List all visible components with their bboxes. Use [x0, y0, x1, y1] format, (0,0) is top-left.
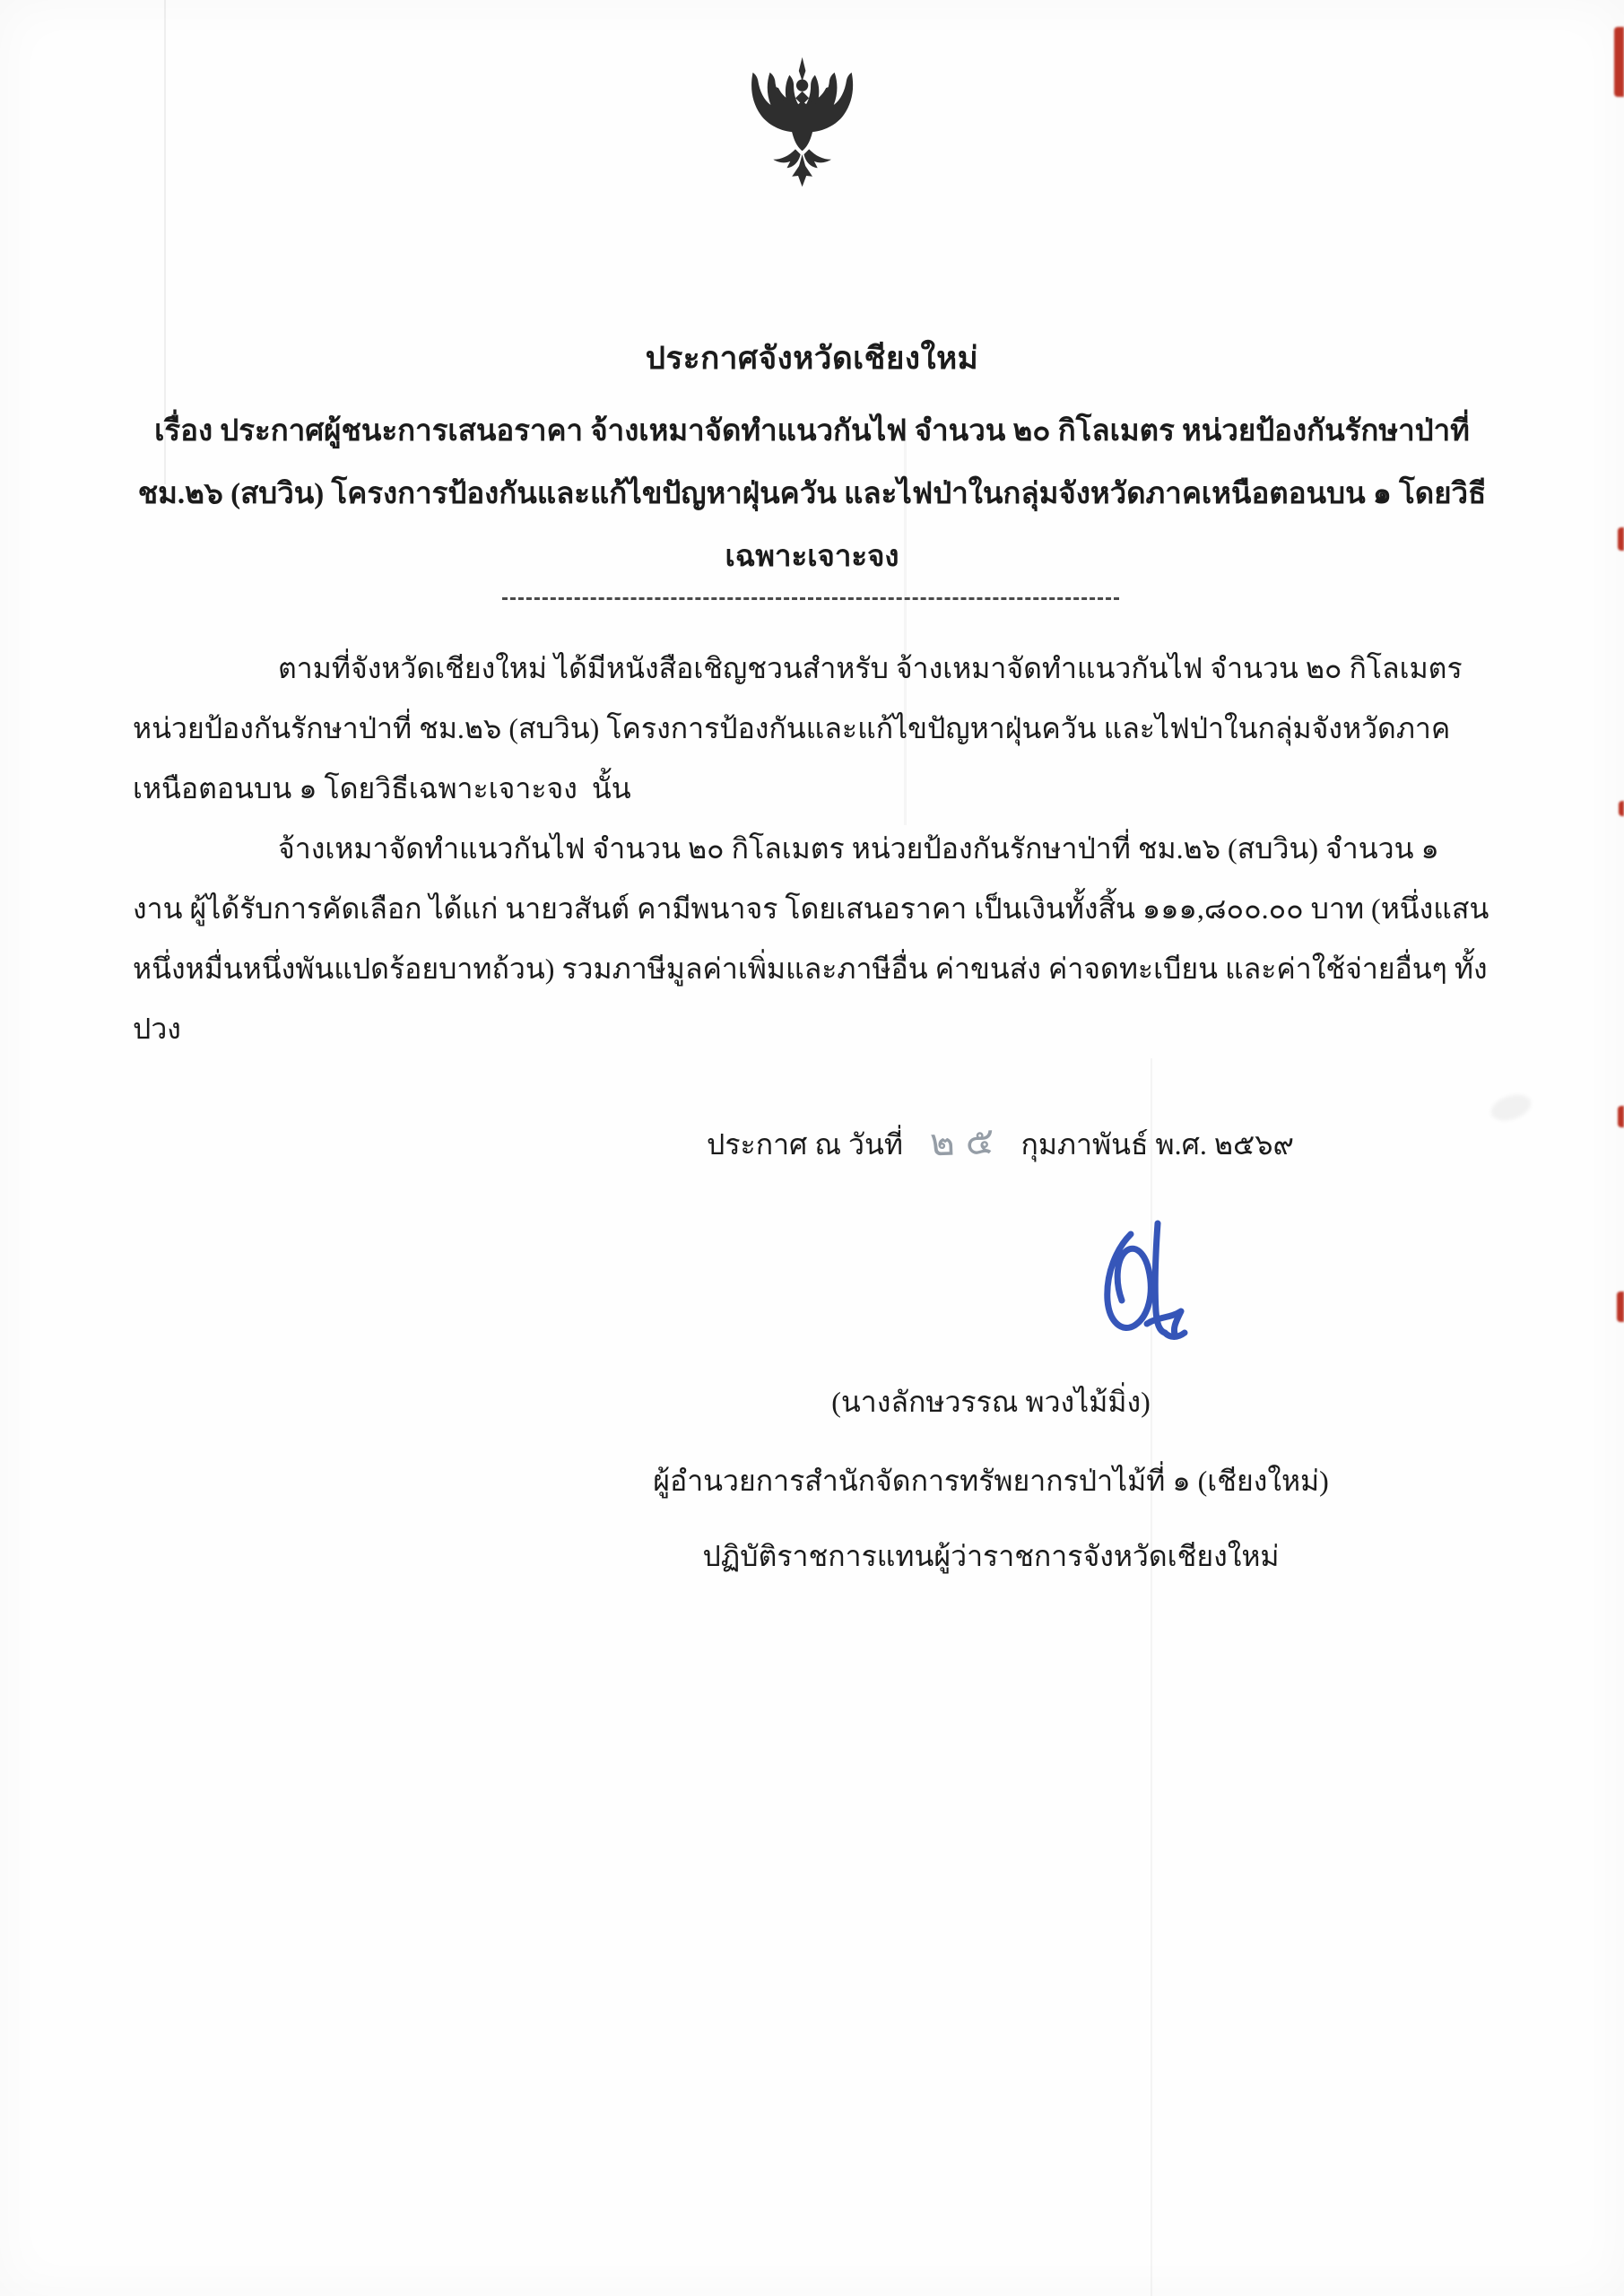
subject-block — [81, 400, 1543, 588]
date-suffix: กุมภาพันธ์ พ.ศ. ๒๕๖๙ — [1020, 1128, 1294, 1161]
subject-line: เรื่อง ประกาศผู้ชนะการเสนอราคา จ้างเหมาจัดทำแนวกันไฟ จำนวน ๒๐ กิโลเมตร หน่วยป้องกันรักษาป่าที่ — [154, 415, 1470, 448]
scan-smudge — [1488, 1091, 1534, 1126]
subject-line: เฉพาะเจาะจง — [725, 541, 899, 573]
red-edge-mark — [1618, 527, 1624, 551]
red-edge-mark — [1619, 801, 1624, 816]
announcement-date-line — [707, 1119, 1294, 1168]
dashed-divider — [502, 597, 1119, 600]
red-edge-mark — [1617, 1292, 1624, 1322]
body-paragraph: ตามที่จังหวัดเชียงใหม่ ได้มีหนังสือเชิญชวนสำหรับ จ้างเหมาจัดทำแนวกันไฟ จำนวน ๒๐ กิโลเมตร หน่วยป้องกันรักษาป่าที่ ชม.๒๖ (สบวิน) โครงการป้องกันและแก้ไขปัญหาฝุ่นควัน และไฟป่าในกลุ่มจังหวัดภาคเหนือตอนบน ๑ โดยวิธีเฉพาะเจาะจง นั้น — [133, 652, 1470, 804]
signer-name: (นางลักษวรรณ พวงไม้มิ่ง) — [831, 1386, 1151, 1418]
subject-line: ชม.๒๖ (สบวิน) โครงการป้องกันและแก้ไขปัญหาฝุ่นควัน และไฟป่าในกลุ่มจังหวัดภาคเหนือตอนบน ๑ โดยวิธี — [137, 478, 1487, 510]
date-prefix: ประกาศ ณ วันที่ — [707, 1128, 903, 1161]
document-title: ประกาศจังหวัดเชียงใหม่ — [645, 341, 979, 376]
red-edge-mark — [1614, 27, 1624, 97]
body-text — [133, 639, 1496, 1059]
red-edge-mark — [1618, 1106, 1624, 1127]
garuda-emblem-icon — [716, 54, 887, 195]
signature-ink-icon — [1072, 1218, 1215, 1366]
signer-position: ผู้อำนวยการสำนักจัดการทรัพยากรป่าไม้ที่ ๑ (เชียงใหม่) — [653, 1465, 1329, 1497]
body-paragraph: จ้างเหมาจัดทำแนวกันไฟ จำนวน ๒๐ กิโลเมตร หน่วยป้องกันรักษาป่าที่ ชม.๒๖ (สบวิน) จำนวน ๑ งาน ผู้ได้รับการคัดเลือก ได้แก่ นายวสันต์ คามีพนาจร โดยเสนอราคา เป็นเงินทั้งสิ้น ๑๑๑,๘๐๐.๐๐ บาท (หนึ่งแสนหนึ่งหมื่นหนึ่งพันแปดร้อยบาทถ้วน) รวมภาษีมูลค่าเพิ่มและภาษีอื่น ค่าขนส่ง ค่าจดทะเบียน และค่าใช้จ่ายอื่นๆ ทั้งปวง — [133, 832, 1489, 1045]
handwritten-day-stamp: ๒๕ — [929, 1120, 1006, 1165]
signer-acting-authority: ปฏิบัติราชการแทนผู้ว่าราชการจังหวัดเชียงใหม่ — [702, 1540, 1280, 1572]
